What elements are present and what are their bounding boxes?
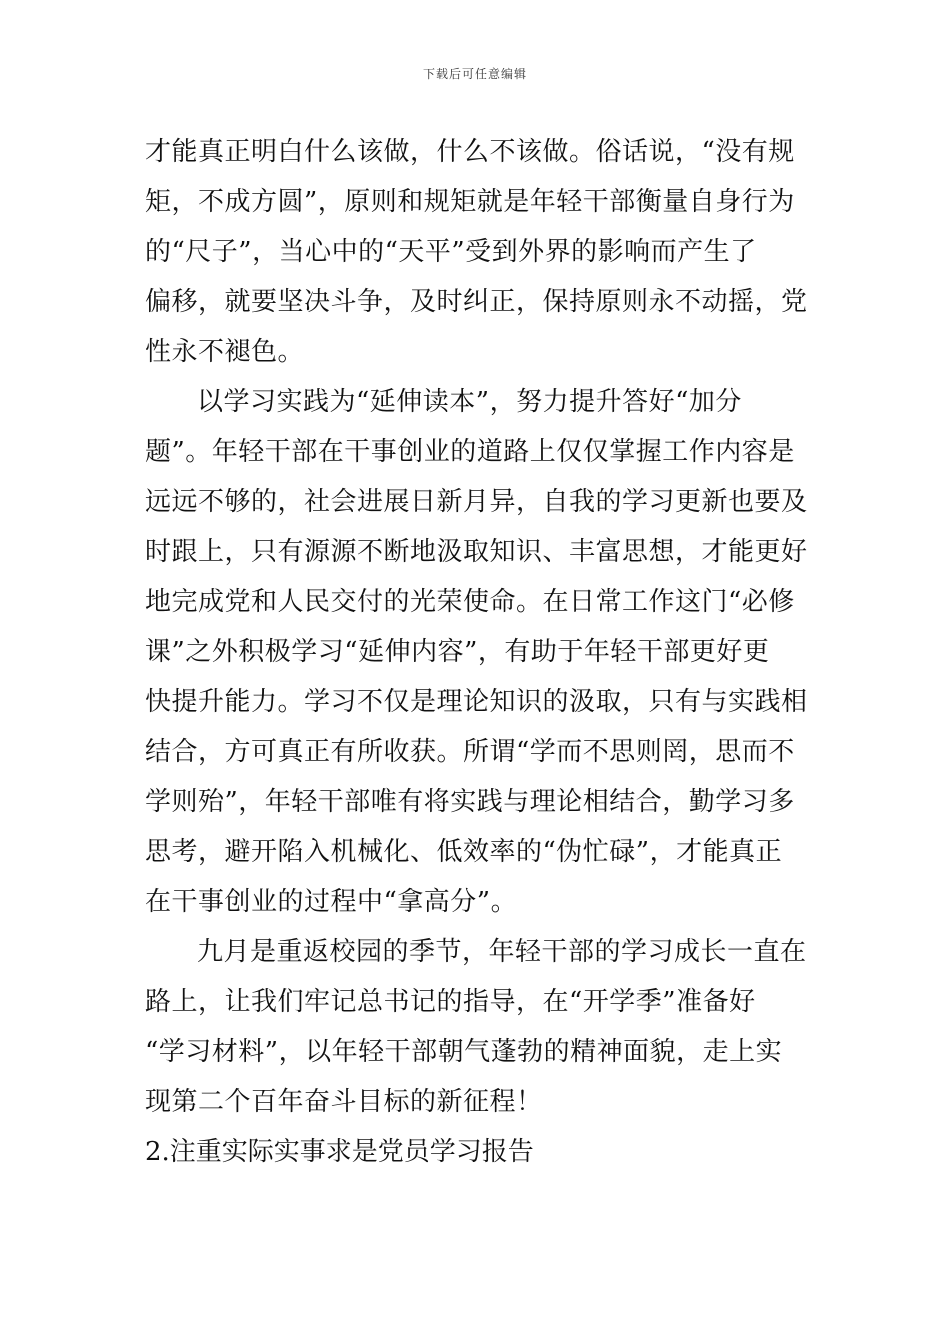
text-line: 快提升能力。学习不仅是理论知识的汲取，只有与实践相	[145, 687, 808, 717]
text-line: 在干事创业的过程中“拿高分”。	[145, 887, 518, 917]
text-line: 结合，方可真正有所收获。所谓“学而不思则罔，思而不	[145, 737, 795, 767]
text-line: “学习材料”，以年轻干部朝气蓬勃的精神面貌，走上实	[145, 1037, 783, 1067]
paragraph-2	[145, 377, 810, 927]
text-line: 题”。年轻干部在干事创业的道路上仅仅掌握工作内容是	[145, 437, 795, 467]
text-line: 的“尺子”，当心中的“天平”受到外界的影响而产生了	[145, 237, 757, 267]
section-heading: 2.注重实际实事求是党员学习报告	[145, 1137, 534, 1167]
text-line: 学则殆”，年轻干部唯有将实践与理论相结合，勤学习多	[145, 787, 795, 817]
text-line: 性永不褪色。	[145, 337, 305, 367]
text-line: 地完成党和人民交付的光荣使命。在日常工作这门“必修	[145, 587, 795, 617]
text-line: 矩，不成方圆”，原则和规矩就是年轻干部衡量自身行为	[145, 187, 795, 217]
page-header: 下载后可任意编辑	[422, 67, 527, 81]
text-line: 才能真正明白什么该做，什么不该做。俗话说，“没有规	[145, 137, 795, 167]
text-line: 路上，让我们牢记总书记的指导，在“开学季”准备好	[145, 987, 756, 1017]
text-line: 以学习实践为“延伸读本”，努力提升答好“加分	[197, 387, 742, 417]
text-line: 偏移，就要坚决斗争，及时纠正，保持原则永不动摇，党	[145, 287, 808, 317]
text-line: 九月是重返校园的季节，年轻干部的学习成长一直在	[197, 937, 807, 967]
text-line: 远远不够的，社会进展日新月异，自我的学习更新也要及	[145, 487, 808, 517]
text-line: 思考，避开陷入机械化、低效率的“伪忙碌”，才能真正	[145, 837, 783, 867]
text-line: 课”之外积极学习“延伸内容”，有助于年轻干部更好更	[145, 637, 770, 667]
paragraph-3	[145, 927, 810, 1127]
text-line: 时跟上，只有源源不断地汲取知识、丰富思想，才能更好	[145, 537, 808, 567]
document-body	[145, 127, 810, 1177]
paragraph-1	[145, 127, 810, 377]
text-line: 现第二个百年奋斗目标的新征程！	[145, 1087, 543, 1117]
